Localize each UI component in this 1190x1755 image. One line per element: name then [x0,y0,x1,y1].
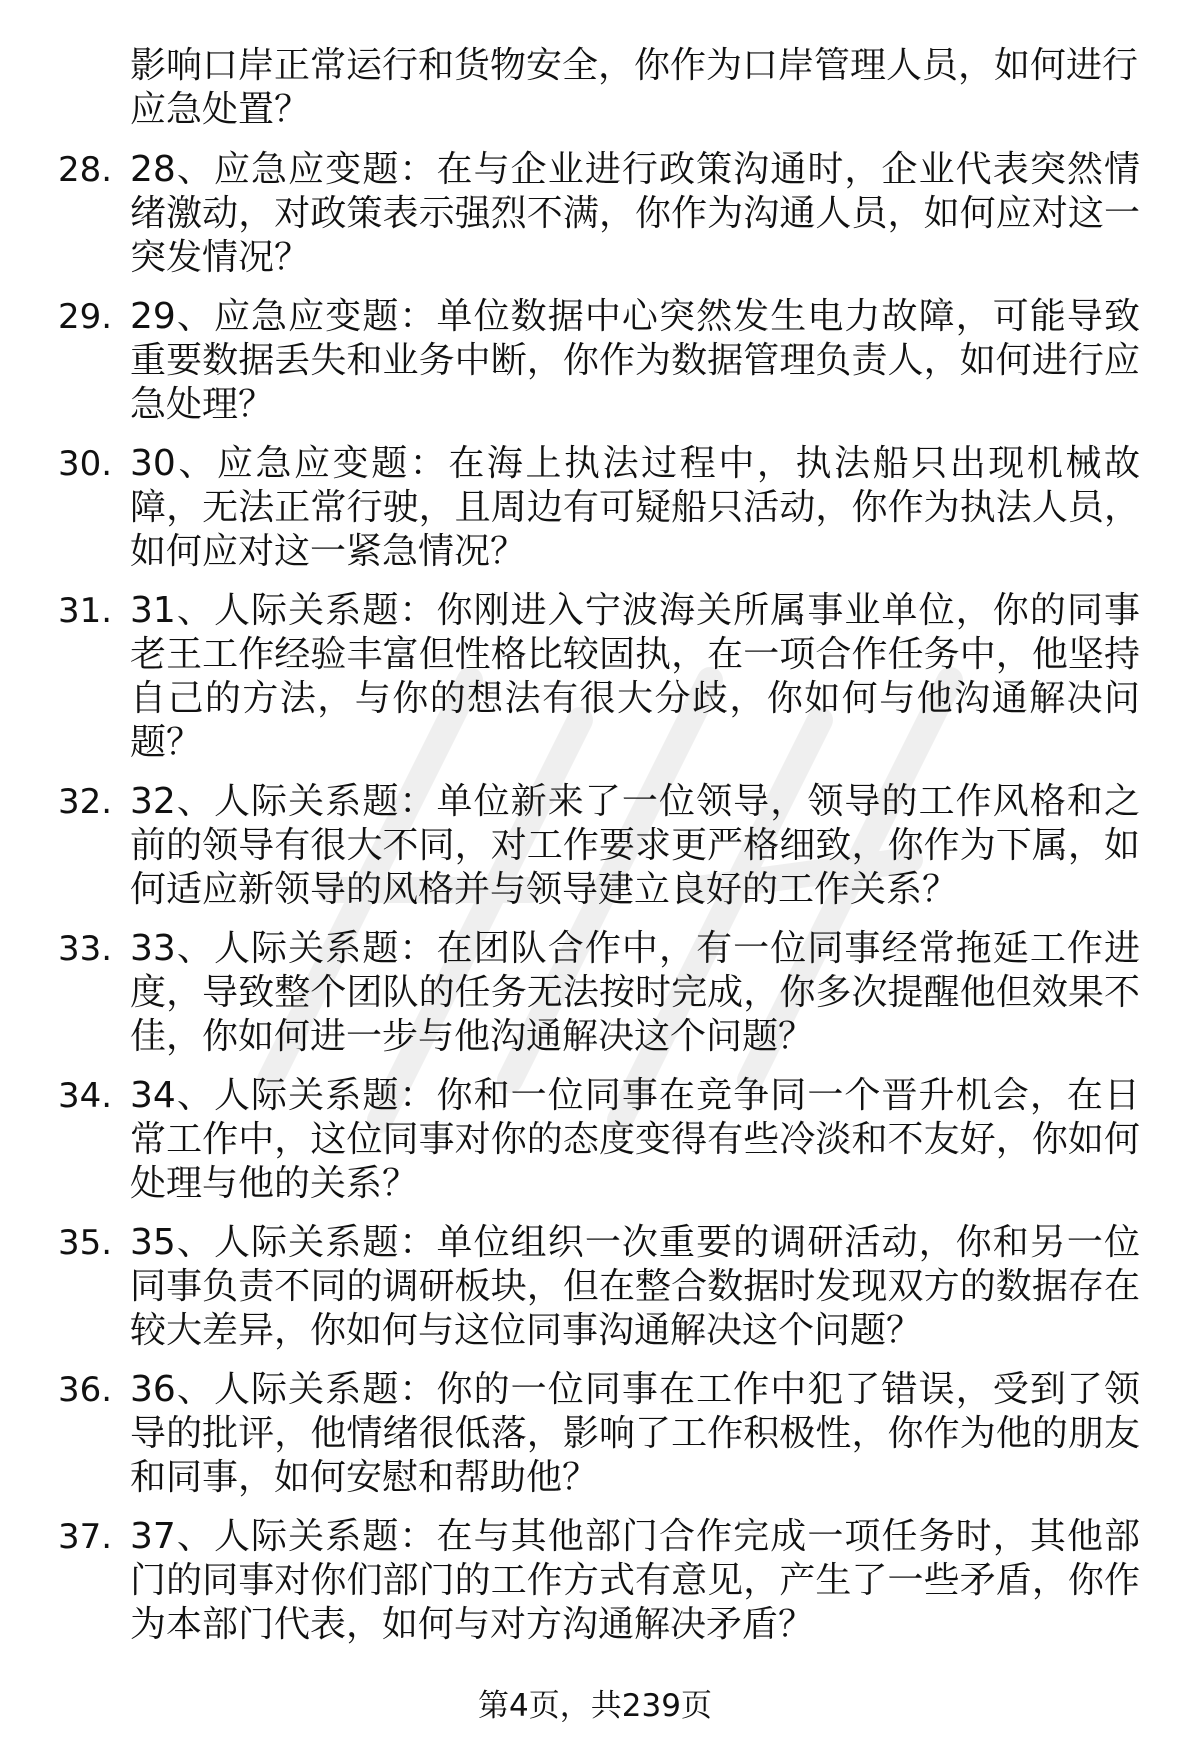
question-number: 33. [58,929,113,969]
question-item [58,148,1148,280]
question-item [58,780,1148,912]
question-number: 37. [58,1517,113,1557]
question-text: 30、应急应变题：在海上执法过程中，执法船只出现机械故障，无法正常行驶，且周边有可疑船只活动，你作为执法人员，如何应对这一紧急情况？ [130,443,1140,572]
question-item [58,589,1148,765]
question-item [58,1368,1148,1500]
question-list [58,44,1148,1662]
continued-question-text: 影响口岸正常运行和货物安全，你作为口岸管理人员，如何进行应急处置？ [130,45,1139,130]
question-number: 35. [58,1223,113,1263]
question-number: 31. [58,591,113,631]
question-number: 30. [58,444,113,484]
question-item [58,1515,1148,1647]
question-text: 28、应急应变题：在与企业进行政策沟通时，企业代表突然情绪激动，对政策表示强烈不满，你作为沟通人员，如何应对这一突发情况？ [130,149,1140,278]
question-item [58,1221,1148,1353]
question-item [58,927,1148,1059]
question-text: 35、人际关系题：单位组织一次重要的调研活动，你和另一位同事负责不同的调研板块，但在整合数据时发现双方的数据存在较大差异，你如何与这位同事沟通解决这个问题？ [130,1222,1140,1351]
question-number: 34. [58,1076,113,1116]
question-text: 33、人际关系题：在团队合作中，有一位同事经常拖延工作进度，导致整个团队的任务无法按时完成，你多次提醒他但效果不佳，你如何进一步与他沟通解决这个问题？ [130,928,1140,1057]
question-item [58,442,1148,574]
question-text: 32、人际关系题：单位新来了一位领导，领导的工作风格和之前的领导有很大不同，对工作要求更严格细致，你作为下属，如何适应新领导的风格并与领导建立良好的工作关系？ [130,781,1140,910]
question-text: 29、应急应变题：单位数据中心突然发生电力故障，可能导致重要数据丢失和业务中断，你作为数据管理负责人，如何进行应急处理？ [130,296,1140,425]
question-text: 31、人际关系题：你刚进入宁波海关所属事业单位，你的同事老王工作经验丰富但性格比较固执，在一项合作任务中，他坚持自己的方法，与你的想法有很大分歧，你如何与他沟通解决问题？ [130,590,1140,763]
question-text: 34、人际关系题：你和一位同事在竞争同一个晋升机会，在日常工作中，这位同事对你的态度变得有些冷淡和不友好，你如何处理与他的关系？ [130,1075,1140,1204]
question-text: 36、人际关系题：你的一位同事在工作中犯了错误，受到了领导的批评，他情绪很低落，影响了工作积极性，你作为他的朋友和同事，如何安慰和帮助他？ [130,1369,1140,1498]
question-number: 36. [58,1370,113,1410]
question-item [58,1074,1148,1206]
question-number: 32. [58,782,113,822]
question-item [58,295,1148,427]
page-footer: 第4页，共239页 [478,1688,712,1724]
question-number: 28. [58,150,113,190]
question-text: 37、人际关系题：在与其他部门合作完成一项任务时，其他部门的同事对你们部门的工作方式有意见，产生了一些矛盾，你作为本部门代表，如何与对方沟通解决矛盾？ [130,1516,1140,1645]
question-number: 29. [58,297,113,337]
